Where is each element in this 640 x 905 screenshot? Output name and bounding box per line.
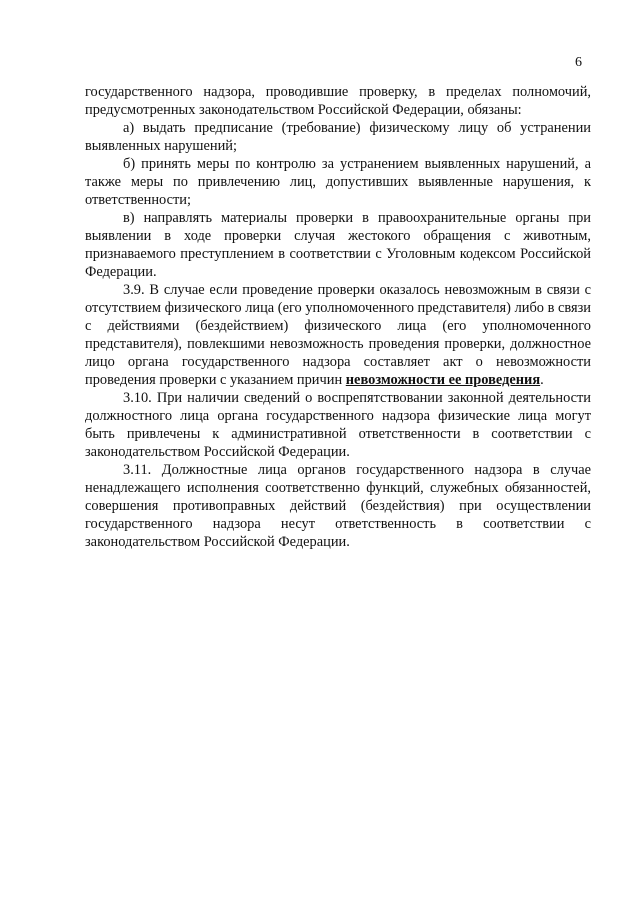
paragraph-text: 3.9. В случае если проведение проверки оказалось невозможным в связи с отсутствием физического лица (его уполномоченного представителя) либо в связи с действиями (бездействием) физического лица (его уполномоченного представителя), повлекшими невозможность проведения проверки, должностное лицо органа государственного надзора составляет акт о невозможности проведения проверки с указанием причин xyxy=(85,282,591,388)
paragraph-3-10 xyxy=(85,389,591,461)
paragraph-3-9 xyxy=(85,281,591,389)
paragraph-text: 3.11. Должностные лица органов государственного надзора в случае ненадлежащего исполнения соответственно функций, служебных обязанностей, совершения противоправных действий (бездействия) при осуществлении государственного надзора несут ответственность в соответствии с законодательством Российской Федерации. xyxy=(85,462,591,550)
page-number: 6 xyxy=(575,55,582,70)
paragraph-item-b xyxy=(85,155,591,209)
paragraph-text: а) выдать предписание (требование) физическому лицу об устранении выявленных нарушений; xyxy=(85,120,591,154)
paragraph-item-v xyxy=(85,209,591,281)
paragraph-emphasis: невозможности ее проведения xyxy=(345,372,541,388)
paragraph-3-11 xyxy=(85,461,591,551)
paragraph-item-a xyxy=(85,119,591,155)
paragraph-text: государственного надзора, проводившие проверку, в пределах полномочий, предусмотренных законодательством Российской Федерации, обязаны: xyxy=(85,84,591,118)
paragraph-tail: . xyxy=(540,372,544,388)
paragraph-intro xyxy=(85,83,591,119)
paragraph-text: в) направлять материалы проверки в правоохранительные органы при выявлении в ходе проверки случая жестокого обращения с животным, признаваемого преступлением в соответствии с Уголовным кодексом Российской Федерации. xyxy=(85,210,591,280)
document-body xyxy=(85,83,591,551)
paragraph-text: б) принять меры по контролю за устранением выявленных нарушений, а также меры по привлечению лиц, допустивших выявленные нарушения, к ответственности; xyxy=(85,156,591,208)
paragraph-text: 3.10. При наличии сведений о воспрепятствовании законной деятельности должностного лица органа государственного надзора физические лица могут быть привлечены к административной ответственности в соответствии с законодательством Российской Федерации. xyxy=(85,390,591,460)
